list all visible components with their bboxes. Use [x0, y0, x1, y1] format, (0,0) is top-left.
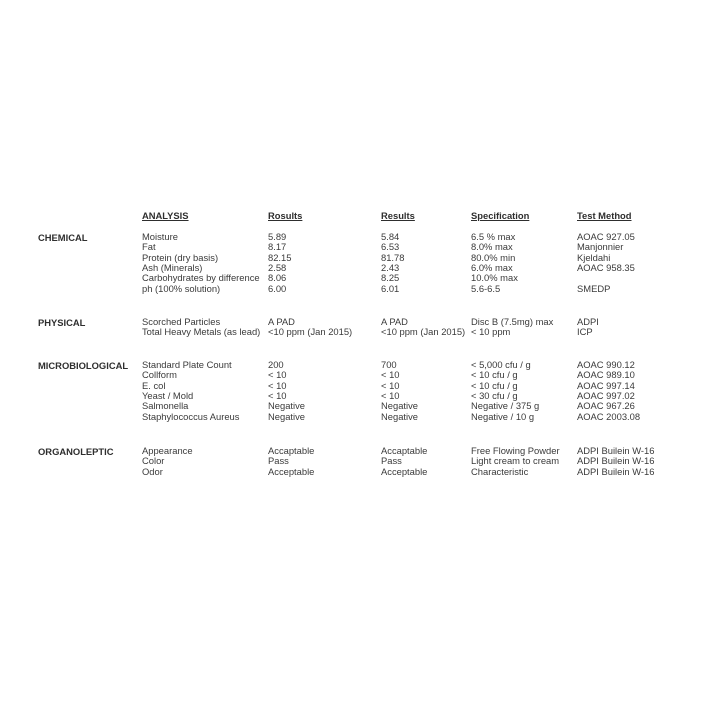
result-2-cell: 81.78 [381, 251, 405, 263]
method-cell: ADPI Builein W-16 [577, 465, 655, 477]
group-chemical [0, 232, 713, 294]
analysis-cell: Total Heavy Metals (as lead) [142, 326, 261, 338]
specification-cell: < 30 cfu / g [471, 390, 518, 402]
header-analysis: ANALYSIS [142, 210, 189, 221]
result-2-cell: 2.43 [381, 262, 400, 274]
result-1-cell: < 10 [268, 379, 287, 391]
analysis-cell: Scorched Particles [142, 316, 221, 327]
result-1-cell: 8.06 [268, 272, 287, 284]
section-label: ORGANOLEPTIC [38, 446, 114, 457]
specification-cell: < 10 ppm [471, 326, 511, 338]
specification-cell: 8.0% max [471, 241, 513, 253]
group-physical [0, 317, 713, 338]
specification-cell: < 10 cfu / g [471, 369, 518, 381]
specification-cell: 10.0% max [471, 272, 518, 284]
group-organoleptic [0, 446, 713, 477]
result-1-cell: 5.89 [268, 231, 287, 242]
method-cell: AOAC 927.05 [577, 231, 635, 242]
group-microbiological [0, 360, 713, 422]
result-2-cell: Accaptable [381, 445, 428, 456]
result-1-cell: <10 ppm (Jan 2015) [268, 326, 353, 338]
analysis-cell: E. col [142, 379, 166, 391]
method-cell: ADPI Builein W-16 [577, 455, 655, 467]
specification-cell: Negative / 375 g [471, 400, 540, 412]
analysis-cell: Appearance [142, 445, 193, 456]
analysis-cell: Staphylococcus Aureus [142, 410, 240, 422]
table-row [0, 327, 713, 337]
specification-cell: Negative / 10 g [471, 410, 535, 422]
analysis-cell: Moisture [142, 231, 178, 242]
table-row [0, 467, 713, 477]
result-1-cell: Acceptable [268, 465, 315, 477]
header-test-method: Test Method [577, 210, 632, 221]
method-cell: AOAC 990.12 [577, 359, 635, 370]
method-cell: ADPI [577, 316, 599, 327]
result-1-cell: 200 [268, 359, 284, 370]
method-cell: AOAC 967.26 [577, 400, 635, 412]
result-1-cell: 8.17 [268, 241, 287, 253]
result-2-cell: 700 [381, 359, 397, 370]
method-cell: ICP [577, 326, 593, 338]
result-2-cell: < 10 [381, 369, 400, 381]
method-cell: AOAC 2003.08 [577, 410, 641, 422]
header-results-2: Results [381, 210, 415, 221]
analysis-cell: Ash (Minerals) [142, 262, 203, 274]
specification-cell: Light cream to cream [471, 455, 560, 467]
result-2-cell: < 10 [381, 390, 400, 402]
result-2-cell: A PAD [381, 316, 408, 327]
table-row [0, 263, 713, 273]
analysis-cell: Standard Plate Count [142, 359, 232, 370]
specification-cell: 6.5 % max [471, 231, 516, 242]
specification-cell: < 10 cfu / g [471, 379, 518, 391]
result-1-cell: Accaptable [268, 445, 315, 456]
result-1-cell: 82.15 [268, 251, 292, 263]
method-cell: Kjeldahi [577, 251, 611, 263]
result-2-cell: Negative [381, 410, 419, 422]
result-2-cell: Negative [381, 400, 419, 412]
result-2-cell: < 10 [381, 379, 400, 391]
result-1-cell: 6.00 [268, 282, 287, 294]
method-cell: AOAC 989.10 [577, 369, 635, 381]
result-2-cell: 8.25 [381, 272, 400, 284]
analysis-cell: Protein (dry basis) [142, 251, 219, 263]
section-label: MICROBIOLOGICAL [38, 360, 129, 371]
table-row [0, 317, 713, 327]
analysis-cell: Fat [142, 241, 156, 253]
method-cell: AOAC 997.14 [577, 379, 635, 391]
result-1-cell: < 10 [268, 369, 287, 381]
section-label: PHYSICAL [38, 317, 86, 328]
result-2-cell: Pass [381, 455, 402, 467]
header-results-1: Rosults [268, 210, 303, 221]
result-2-cell: 5.84 [381, 231, 400, 242]
table-row [0, 284, 713, 294]
analysis-cell: Carbohydrates by difference [142, 272, 260, 284]
method-cell: ADPI Builein W-16 [577, 445, 655, 456]
result-1-cell: Pass [268, 455, 289, 467]
specification-cell: Free Flowing Powder [471, 445, 560, 456]
header-specification: Specification [471, 210, 530, 221]
specification-cell: Disc B (7.5mg) max [471, 316, 554, 327]
specification-cell: Characteristic [471, 465, 529, 477]
method-cell: AOAC 958.35 [577, 262, 635, 274]
table-row [0, 412, 713, 422]
analysis-cell: Color [142, 455, 165, 467]
specification-cell: 5.6-6.5 [471, 282, 501, 294]
analysis-cell: Yeast / Mold [142, 390, 194, 402]
analysis-cell: Odor [142, 465, 163, 477]
result-1-cell: A PAD [268, 316, 295, 327]
section-label: CHEMICAL [38, 232, 88, 243]
result-1-cell: Negative [268, 400, 306, 412]
analysis-cell: Salmonella [142, 400, 189, 412]
result-1-cell: Negative [268, 410, 306, 422]
method-cell: AOAC 997.02 [577, 390, 635, 402]
specification-cell: < 5,000 cfu / g [471, 359, 531, 370]
method-cell: Manjonnier [577, 241, 624, 253]
specification-cell: 80.0% min [471, 251, 516, 263]
result-2-cell: 6.01 [381, 282, 400, 294]
result-2-cell: <10 ppm (Jan 2015) [381, 326, 466, 338]
analysis-cell: Collform [142, 369, 177, 381]
result-2-cell: 6.53 [381, 241, 400, 253]
result-1-cell: 2.58 [268, 262, 287, 274]
analysis-cell: ph (100% solution) [142, 282, 221, 294]
specification-cell: 6.0% max [471, 262, 513, 274]
result-2-cell: Acceptable [381, 465, 428, 477]
result-1-cell: < 10 [268, 390, 287, 402]
method-cell: SMEDP [577, 282, 611, 294]
